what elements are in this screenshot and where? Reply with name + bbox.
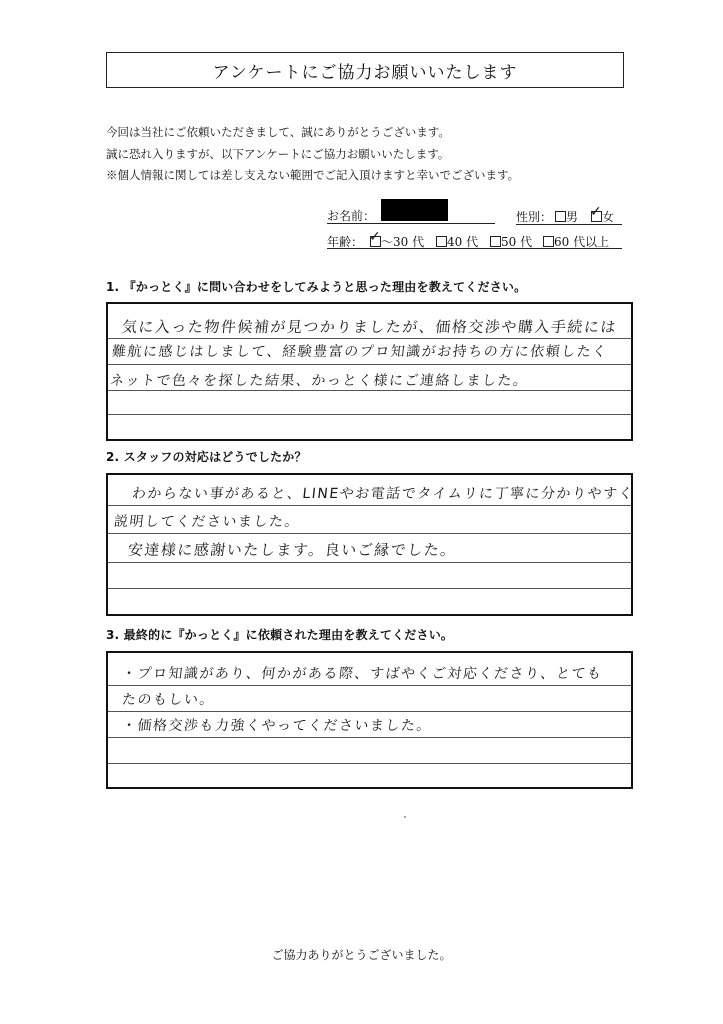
age-50s-checkbox[interactable] [490, 236, 501, 247]
intro-line-1: 今回は当社にご依頼いただきまして、誠にありがとうございます。 [106, 125, 450, 139]
question-3-answer-line-3: ・価格交渉も力強くやってくださいました。 [121, 718, 433, 734]
answer-rule [108, 588, 631, 589]
gender-label: 性別： [516, 210, 553, 224]
footer-thanks: ご協力ありがとうございました。 [271, 948, 452, 962]
question-3-label: 3. 最終的に『かっとく』に依頼された理由を教えてください。 [106, 628, 454, 642]
intro-line-3: ※個人情報に関しては差し支えない範囲でご記入頂けますと幸いでございます。 [106, 168, 520, 182]
answer-rule [108, 338, 631, 339]
answer-rule [108, 711, 631, 712]
question-2-answer-box[interactable] [106, 473, 633, 616]
question-2-label: 2. スタッフの対応はどうでしたか？ [106, 450, 307, 464]
gender-female-checkbox[interactable] [590, 204, 602, 222]
answer-rule [108, 562, 631, 563]
question-2-answer-line-2: 説明してくださいました。 [113, 514, 301, 530]
name-underline [327, 223, 495, 224]
answer-rule [108, 390, 631, 391]
name-redaction [381, 199, 448, 221]
question-3-answer-line-1: ・プロ知識があり、何かがある際、すばやくご対応くださり、とても [121, 666, 604, 682]
intro-line-2: 誠に恐れ入りますが、以下アンケートにご協力お願いいたします。 [106, 147, 450, 161]
survey-title: アンケートにご協力お願いいたします [106, 52, 624, 88]
check-mark-icon: ✓ [369, 229, 381, 245]
age-40s-checkbox[interactable] [436, 236, 447, 247]
age-option-40s[interactable]: 40 代 [436, 233, 478, 250]
answer-rule [108, 414, 631, 415]
answer-rule [108, 533, 631, 534]
question-1-answer-box[interactable] [106, 302, 633, 441]
check-mark-icon: ✓ [590, 204, 602, 220]
name-label: お名前： [327, 209, 376, 223]
gender-underline [516, 224, 622, 225]
question-2-answer-line-3: 安達様に感謝いたします。良いご縁でした。 [127, 541, 458, 559]
question-3-answer-box[interactable] [106, 651, 633, 789]
age-label: 年齢： [327, 235, 364, 249]
age-option-under-30[interactable]: ✓ ～30 代 [369, 229, 425, 249]
answer-rule [108, 737, 631, 738]
age-underline [327, 248, 622, 249]
scan-speck [404, 816, 406, 818]
question-1-answer-line-1: 気に入った物件候補が見つかりましたが、価格交渉や購入手続には [121, 318, 618, 336]
answer-rule [108, 364, 631, 365]
question-1-label: 1. 『かっとく』に問い合わせをしてみようと思った理由を教えてください。 [106, 280, 527, 294]
answer-rule [108, 685, 631, 686]
gender-option-female[interactable]: ✓ 女 [590, 204, 615, 224]
answer-rule [108, 763, 631, 764]
question-2-answer-line-1: わからない事があると、LINEやお電話でタイムリに丁寧に分かりやすく [131, 486, 635, 502]
age-60s-plus-checkbox[interactable] [543, 236, 554, 247]
question-3-answer-line-2: たのもしい。 [121, 692, 216, 708]
age-option-60s-plus[interactable]: 60 代以上 [543, 233, 609, 250]
gender-male-checkbox[interactable] [555, 211, 566, 222]
age-under-30-checkbox[interactable] [369, 229, 381, 247]
age-option-50s[interactable]: 50 代 [490, 233, 532, 250]
answer-rule [108, 505, 631, 506]
gender-option-male[interactable]: 男 [555, 208, 578, 225]
question-1-answer-line-2: 難航に感じはしまして、経験豊富のプロ知識がお持ちの方に依頼したく [111, 344, 609, 360]
question-1-answer-line-3: ネットで色々を探した結果、かっとく様にご連絡しました。 [109, 373, 530, 389]
